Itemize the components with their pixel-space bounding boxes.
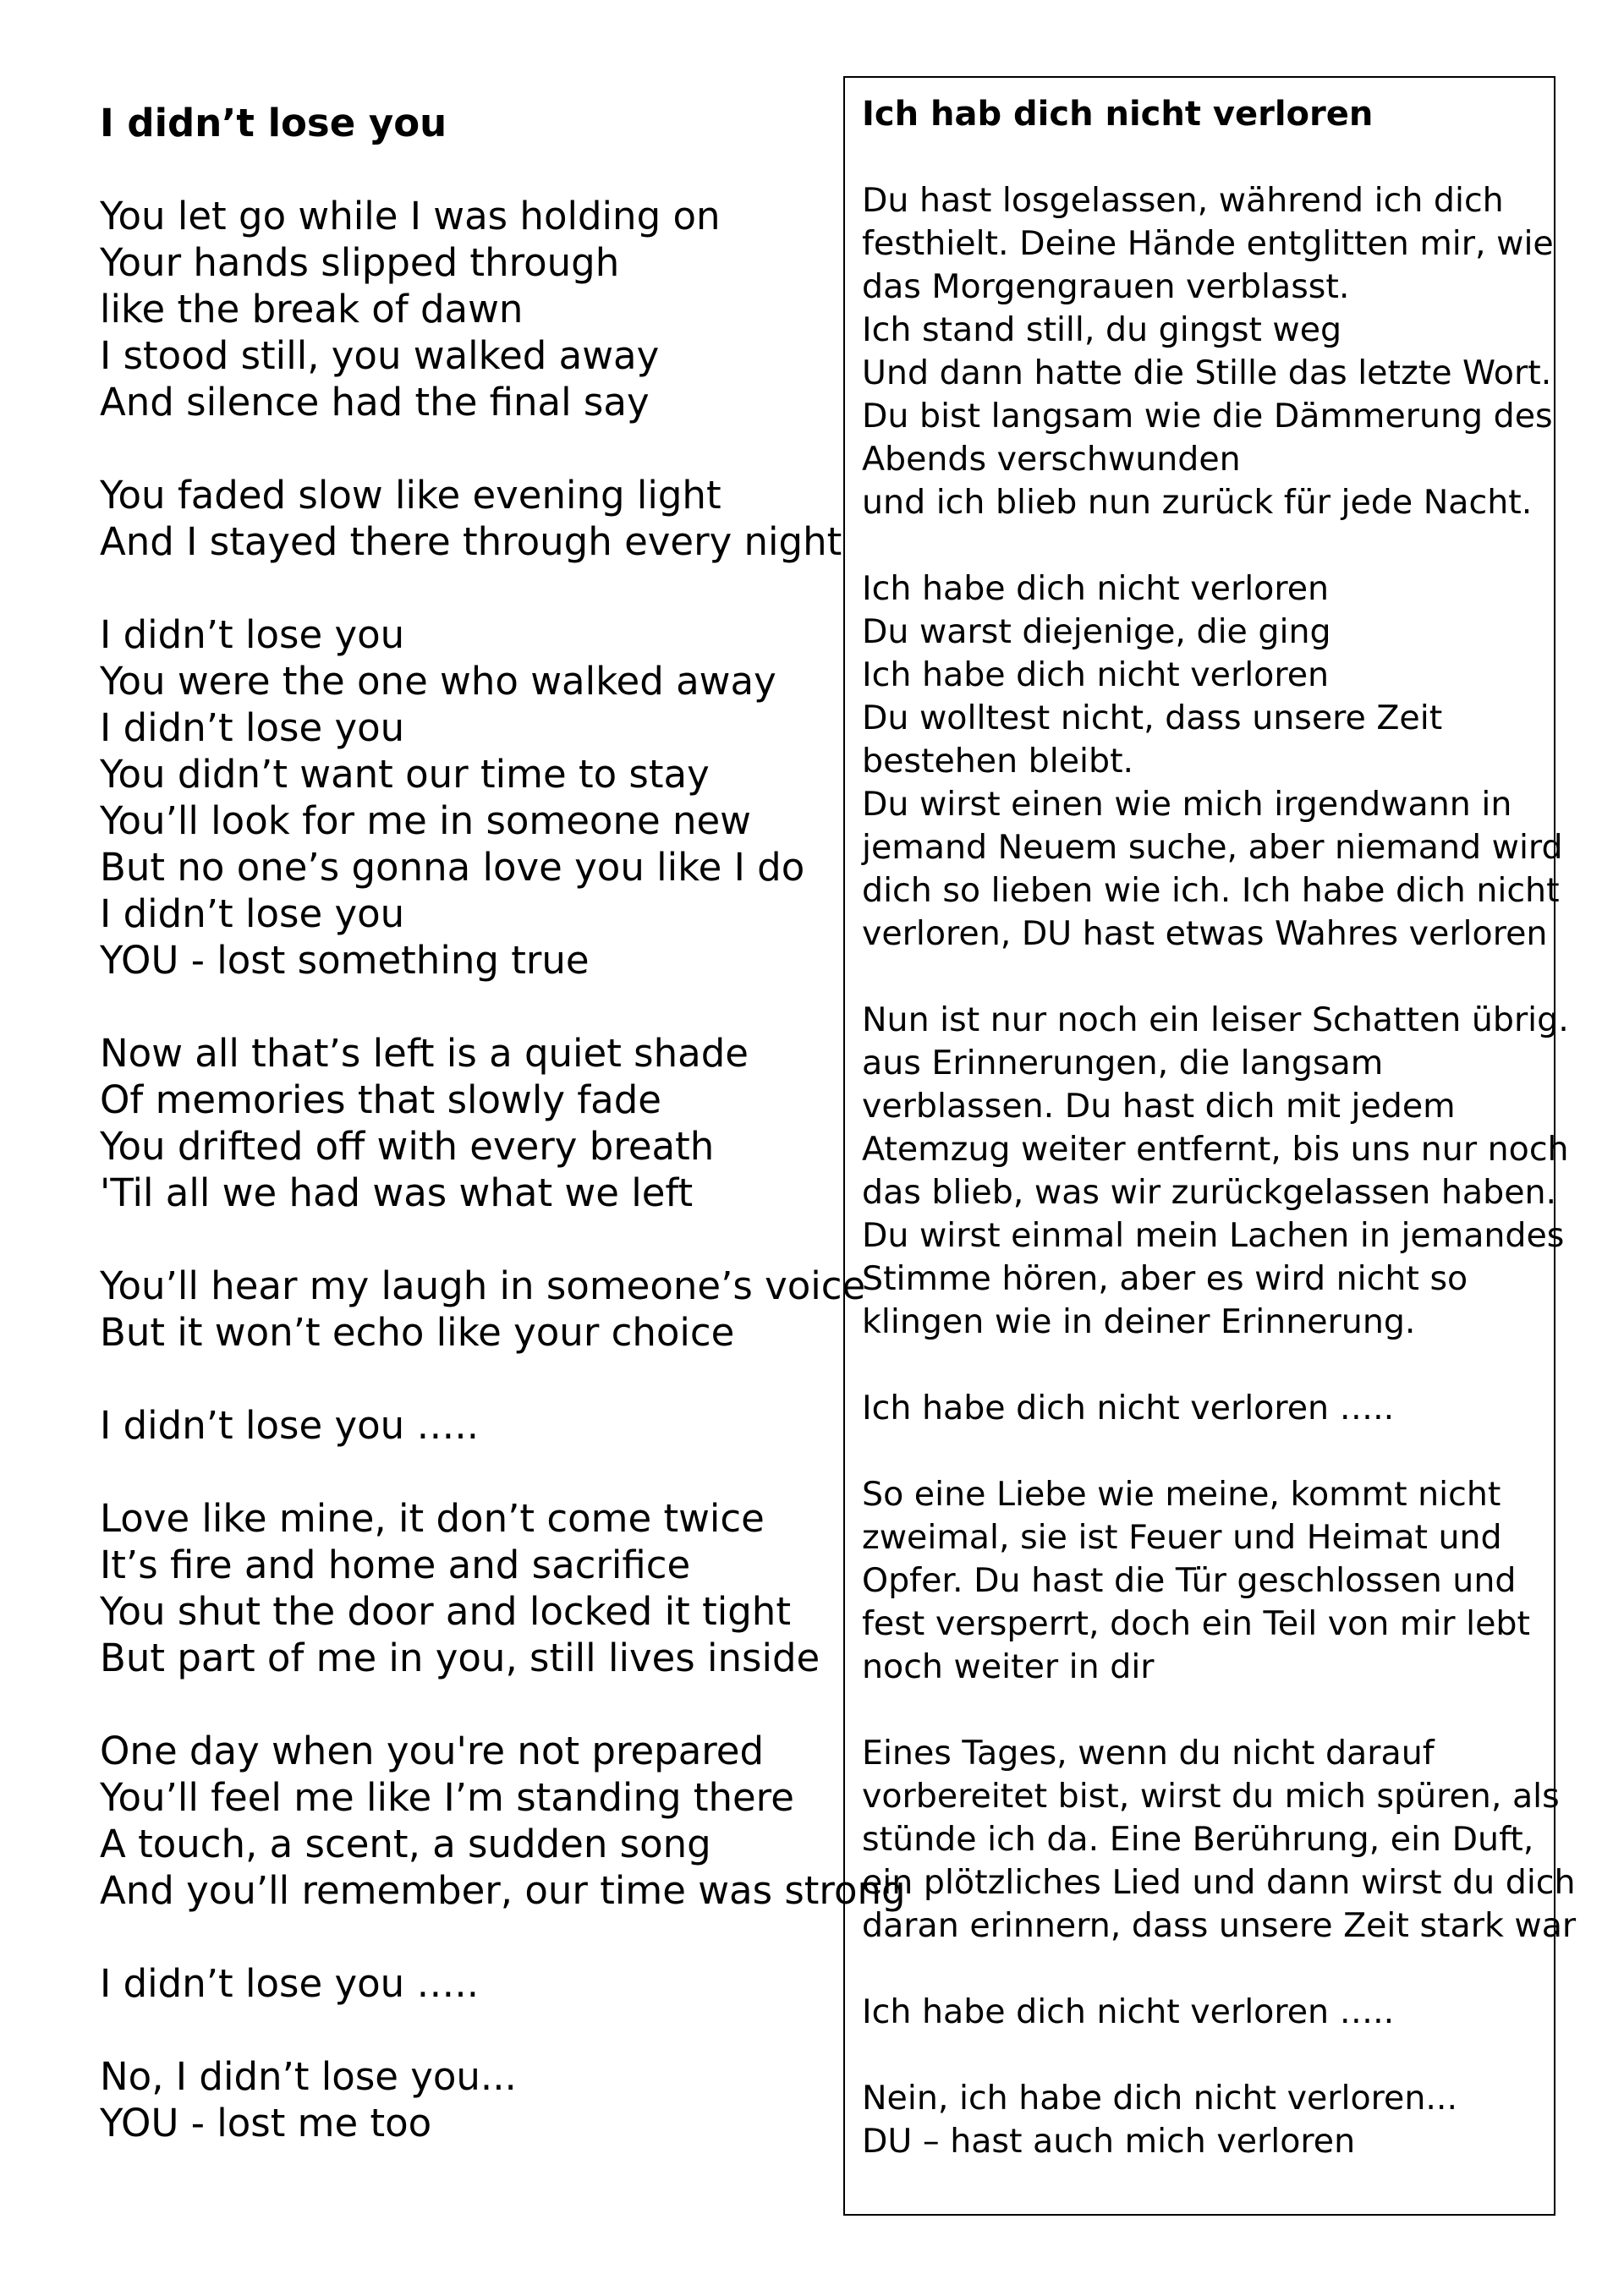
german-lyric-line: fest versperrt, doch ein Teil von mir lebt	[862, 1604, 1530, 1643]
german-lyric-line: verloren, DU hast etwas Wahres verloren	[862, 914, 1548, 953]
german-lyric-line: ein plötzliches Lied und dann wirst du dich	[862, 1863, 1576, 1902]
english-stanza	[100, 2053, 844, 2146]
german-lyric-line: Du bist langsam wie die Dämmerung des	[862, 397, 1553, 436]
english-stanza	[100, 1960, 844, 2007]
german-lyric-line: noch weiter in dir	[862, 1647, 1155, 1686]
german-lyric-line: und ich blieb nun zurück für jede Nacht.	[862, 483, 1533, 522]
english-lyric-line: You shut the door and locked it tight	[100, 1589, 791, 1634]
english-lyric-line: Your hands slipped through	[100, 240, 620, 285]
german-lyrics	[862, 93, 1577, 2163]
english-lyric-line: You didn’t want our time to stay	[100, 752, 710, 797]
english-lyric-line: But no one’s gonna love you like I do	[100, 845, 805, 890]
english-stanza	[100, 1030, 844, 1216]
english-lyrics	[100, 100, 906, 2146]
english-lyric-line: You faded slow like evening light	[100, 473, 721, 518]
english-lyric-line: 'Til all we had was what we left	[100, 1170, 694, 1215]
german-lyric-line: DU – hast auch mich verloren	[862, 2122, 1356, 2161]
english-stanza	[100, 1402, 844, 1449]
english-lyric-line: It’s fire and home and sacrifice	[100, 1543, 691, 1587]
german-lyric-line: Du warst diejenige, die ging	[862, 612, 1331, 651]
english-stanza	[100, 472, 844, 565]
english-lyric-line: But it won’t echo like your choice	[100, 1310, 735, 1355]
english-lyric-line: And I stayed there through every night	[100, 519, 842, 564]
english-lyric-line: But part of me in you, still lives inside	[100, 1636, 820, 1680]
german-lyric-line: So eine Liebe wie meine, kommt nicht	[862, 1475, 1501, 1514]
german-lyric-line: Nun ist nur noch ein leiser Schatten übrig.	[862, 1000, 1569, 1039]
german-lyric-line: Ich habe dich nicht verloren …..	[862, 1992, 1395, 2031]
english-lyric-line: Of memories that slowly fade	[100, 1077, 661, 1122]
german-stanza	[862, 999, 1569, 1344]
german-lyric-line: zweimal, sie ist Feuer und Heimat und	[862, 1518, 1502, 1557]
german-lyric-line: bestehen bleibt.	[862, 742, 1134, 781]
german-stanza	[862, 1991, 1539, 2034]
german-lyric-line: jemand Neuem suche, aber niemand wird	[862, 828, 1563, 867]
english-lyric-line: And you’ll remember, our time was strong	[100, 1868, 906, 1913]
german-stanzas	[862, 179, 1577, 2163]
german-lyric-line: Ich habe dich nicht verloren	[862, 655, 1330, 694]
german-lyric-line: das blieb, was wir zurückgelassen haben.	[862, 1173, 1557, 1212]
english-stanza	[100, 1263, 866, 1356]
english-lyric-line: I didn’t lose you	[100, 891, 405, 936]
english-lyric-line: And silence had the final say	[100, 380, 650, 425]
german-lyric-line: Und dann hatte die Stille das letzte Wort.	[862, 353, 1552, 392]
english-lyric-line: I didn’t lose you	[100, 612, 405, 657]
german-lyric-line: das Morgengrauen verblasst.	[862, 267, 1350, 306]
english-lyric-line: I didn’t lose you …..	[100, 1961, 480, 2006]
german-stanza	[862, 1387, 1539, 1430]
german-stanza	[862, 1473, 1539, 1689]
english-lyric-line: You’ll hear my laugh in someone’s voice	[100, 1263, 866, 1308]
german-lyric-line: Du hast losgelassen, während ich dich	[862, 181, 1504, 220]
german-lyric-line: aus Erinnerungen, die langsam	[862, 1044, 1384, 1082]
english-lyric-line: like the break of dawn	[100, 287, 524, 332]
german-lyric-line: Du wirst einen wie mich irgendwann in	[862, 785, 1512, 824]
german-stanza	[862, 2077, 1539, 2163]
german-lyric-line: klingen wie in deiner Erinnerung.	[862, 1302, 1416, 1341]
german-lyric-line: vorbereitet bist, wirst du mich spüren, als	[862, 1777, 1560, 1816]
english-lyric-line: You’ll feel me like I’m standing there	[100, 1775, 794, 1820]
german-lyric-line: Ich habe dich nicht verloren	[862, 569, 1330, 608]
german-title: Ich hab dich nicht verloren	[862, 95, 1374, 134]
english-stanzas	[100, 193, 906, 2146]
german-lyric-line: Abends verschwunden	[862, 440, 1241, 479]
english-lyric-line: I didn’t lose you …..	[100, 1403, 480, 1448]
english-stanza	[100, 193, 844, 425]
german-lyric-line: daran erinnern, dass unsere Zeit stark war	[862, 1906, 1577, 1945]
english-lyric-line: YOU - lost something true	[100, 938, 590, 983]
english-stanza	[100, 611, 844, 984]
english-lyric-line: You were the one who walked away	[100, 659, 776, 704]
english-lyric-line: You’ll look for me in someone new	[100, 798, 751, 843]
german-lyric-line: stünde ich da. Eine Berührung, ein Duft,	[862, 1820, 1534, 1859]
german-lyric-line: Stimme hören, aber es wird nicht so	[862, 1259, 1468, 1298]
english-lyric-line: Love like mine, it don’t come twice	[100, 1496, 765, 1541]
english-lyric-line: A touch, a scent, a sudden song	[100, 1822, 711, 1866]
german-lyric-line: festhielt. Deine Hände entglitten mir, wie	[862, 224, 1554, 263]
english-lyric-line: No, I didn’t lose you...	[100, 2054, 517, 2099]
english-lyric-line: Now all that’s left is a quiet shade	[100, 1031, 749, 1076]
german-lyric-line: Ich habe dich nicht verloren …..	[862, 1389, 1395, 1427]
german-lyric-line: Du wirst einmal mein Lachen in jemandes	[862, 1216, 1565, 1255]
german-lyric-line: Nein, ich habe dich nicht verloren...	[862, 2079, 1458, 2118]
english-lyric-line: You drifted off with every breath	[100, 1124, 715, 1169]
english-stanza	[100, 1495, 844, 1681]
german-lyric-line: verblassen. Du hast dich mit jedem	[862, 1087, 1456, 1126]
german-lyric-line: Eines Tages, wenn du nicht darauf	[862, 1734, 1435, 1773]
german-lyric-line: Ich stand still, du gingst weg	[862, 310, 1342, 349]
english-title: I didn’t lose you	[100, 101, 447, 145]
german-translation-box	[843, 76, 1577, 2216]
english-lyric-line: I didn’t lose you	[100, 705, 405, 750]
english-lyric-line: One day when you're not prepared	[100, 1729, 765, 1773]
german-lyric-line: Opfer. Du hast die Tür geschlossen und	[862, 1561, 1517, 1600]
german-stanza	[862, 567, 1563, 956]
english-stanza	[100, 1728, 906, 1914]
german-stanza	[862, 179, 1554, 524]
english-lyric-line: I stood still, you walked away	[100, 333, 660, 378]
german-lyric-line: Atemzug weiter entfernt, bis uns nur noch	[862, 1130, 1569, 1169]
german-lyric-line: dich so lieben wie ich. Ich habe dich nicht	[862, 871, 1560, 910]
english-lyric-line: You let go while I was holding on	[100, 194, 721, 238]
german-stanza	[862, 1732, 1577, 1948]
german-lyric-line: Du wolltest nicht, dass unsere Zeit	[862, 699, 1443, 737]
english-lyric-line: YOU - lost me too	[100, 2101, 432, 2145]
